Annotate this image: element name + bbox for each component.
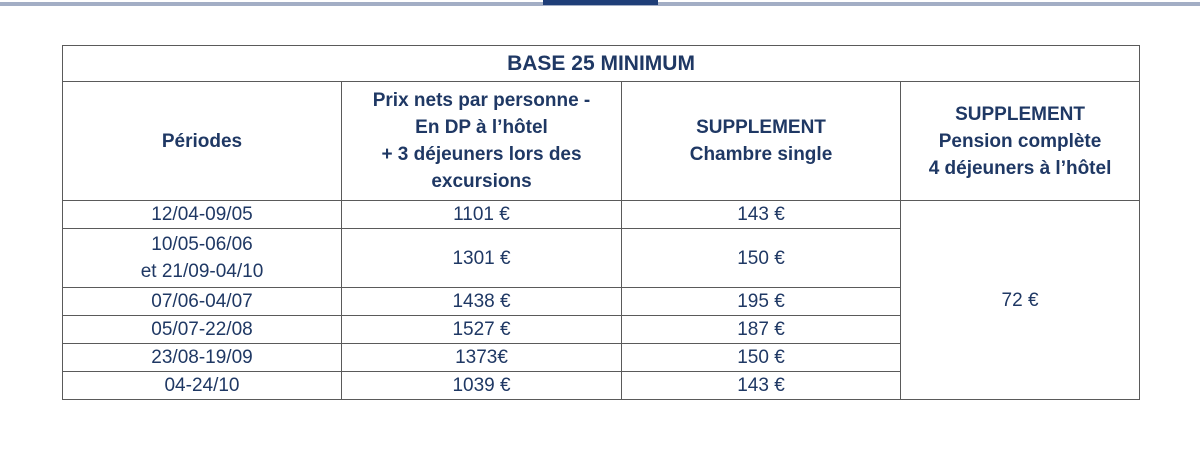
table-title: BASE 25 MINIMUM: [63, 46, 1140, 82]
header-single-line: Chambre single: [689, 144, 833, 165]
header-full-board-line: SUPPLEMENT: [955, 103, 1085, 125]
header-row: [63, 82, 1140, 201]
single-supplement-cell: 150 €: [622, 344, 901, 372]
top-accent-bar: [543, 0, 658, 5]
net-price-cell: 1373€: [342, 344, 622, 372]
net-price-cell: 1039 €: [342, 372, 622, 400]
header-net-price-line: En DP à l’hôtel: [415, 117, 548, 138]
price-table: [62, 45, 1140, 400]
header-full-board-supplement: [901, 82, 1140, 201]
table-row: [63, 201, 1140, 229]
full-board-supplement-cell: 72 €: [901, 201, 1140, 400]
header-full-board-line: 4 déjeuners à l’hôtel: [928, 157, 1112, 179]
header-net-price-line: + 3 déjeuners lors des: [381, 144, 582, 165]
header-periods: Périodes: [63, 82, 342, 201]
header-net-price-line: Prix nets par personne -: [372, 90, 591, 111]
single-supplement-cell: 187 €: [622, 316, 901, 344]
net-price-cell: 1438 €: [342, 288, 622, 316]
period-cell: 05/07-22/08: [63, 316, 342, 344]
period-cell: 23/08-19/09: [63, 344, 342, 372]
net-price-cell: 1301 €: [342, 229, 622, 288]
header-net-price-line: excursions: [431, 171, 532, 192]
period-cell: [63, 229, 342, 288]
header-full-board-line: Pension complète: [938, 130, 1102, 152]
period-line: et 21/09-04/10: [140, 261, 264, 282]
header-net-price: [342, 82, 622, 201]
title-row: [63, 46, 1140, 82]
period-cell: 04-24/10: [63, 372, 342, 400]
period-cell: 07/06-04/07: [63, 288, 342, 316]
net-price-cell: 1101 €: [342, 201, 622, 229]
single-supplement-cell: 143 €: [622, 372, 901, 400]
header-single-supplement: [622, 82, 901, 201]
single-supplement-cell: 195 €: [622, 288, 901, 316]
net-price-cell: 1527 €: [342, 316, 622, 344]
single-supplement-cell: 143 €: [622, 201, 901, 229]
single-supplement-cell: 150 €: [622, 229, 901, 288]
period-line: 10/05-06/06: [151, 234, 253, 255]
header-single-line: SUPPLEMENT: [696, 117, 826, 138]
period-cell: 12/04-09/05: [63, 201, 342, 229]
